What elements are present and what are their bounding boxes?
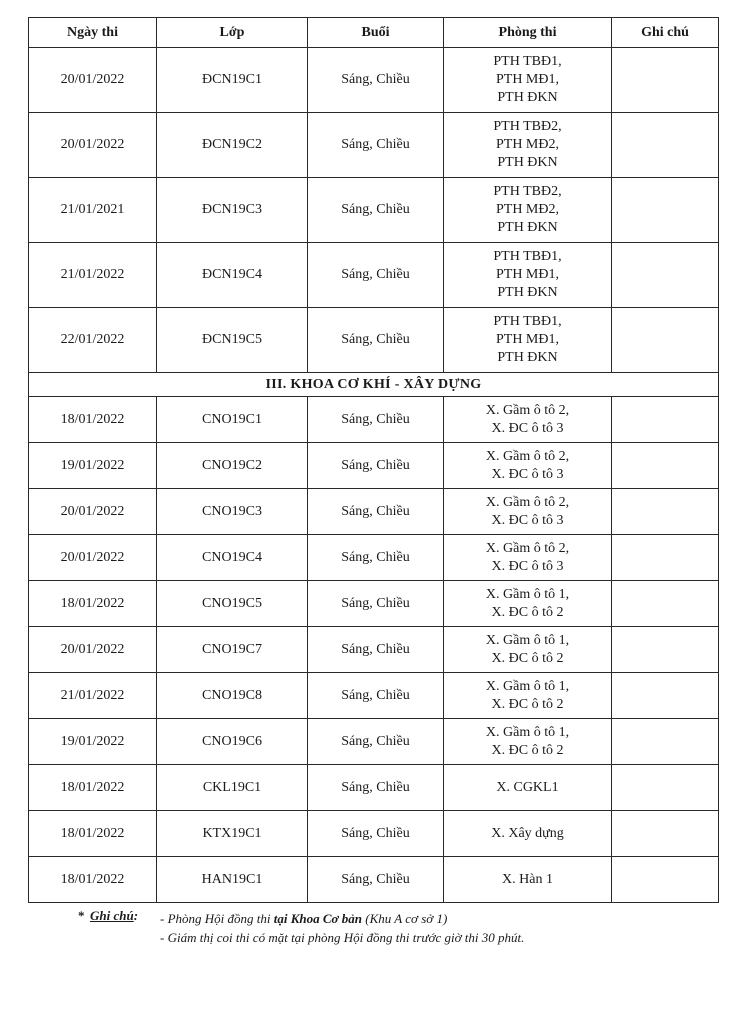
exam-date-cell: 18/01/2022 [29,397,157,443]
exam-room-line: X. Hàn 1 [502,871,553,887]
exam-room-cell [444,178,612,243]
table-row [29,397,719,443]
class-cell: ĐCN19C2 [157,113,308,178]
session-cell: Sáng, Chiều [308,397,444,443]
exam-date-cell: 21/01/2022 [29,673,157,719]
exam-room-cell [444,627,612,673]
class-cell: ĐCN19C4 [157,243,308,308]
header-exam-date: Ngày thi [29,18,157,48]
exam-date-cell: 21/01/2022 [29,243,157,308]
note-asterisk: * [78,908,85,923]
note-cell [612,178,719,243]
table-row [29,443,719,489]
exam-room-cell [444,443,612,489]
exam-room-cell [444,48,612,113]
table-row [29,673,719,719]
note-line1-prefix: - Phòng Hội đồng thi [160,911,274,926]
note-line1-bold: tại Khoa Cơ bản [273,911,363,926]
session-cell: Sáng, Chiều [308,489,444,535]
exam-room-line: PTH TBĐ2, [493,119,562,134]
exam-room-cell [444,673,612,719]
exam-room-line: PTH TBĐ1, [493,54,562,69]
exam-room-line: X. Gầm ô tô 2, [485,494,570,510]
exam-room-cell [444,719,612,765]
class-cell: KTX19C1 [157,811,308,857]
session-cell: Sáng, Chiều [308,673,444,719]
exam-date-cell: 20/01/2022 [29,627,157,673]
exam-room-line: PTH MĐ1, [495,267,559,282]
table-row [29,719,719,765]
session-cell: Sáng, Chiều [308,178,444,243]
class-cell: ĐCN19C1 [157,48,308,113]
exam-schedule-page [28,17,719,903]
table-row [29,627,719,673]
exam-date-cell: 20/01/2022 [29,489,157,535]
exam-room-line: X. ĐC ô tô 2 [491,696,564,712]
exam-room-cell [444,811,612,857]
exam-room-line: X. Gầm ô tô 1, [485,586,570,602]
table-row [29,48,719,113]
header-session: Buổi [308,18,444,48]
class-cell: CNO19C4 [157,535,308,581]
exam-room-cell [444,397,612,443]
table-row [29,765,719,811]
note-cell [612,48,719,113]
exam-room-line: PTH ĐKN [497,155,558,170]
exam-room-line: X. ĐC ô tô 3 [491,420,564,436]
exam-room-line: PTH MĐ1, [495,72,559,87]
class-cell: CNO19C8 [157,673,308,719]
exam-room-line: PTH MĐ2, [495,137,559,152]
session-cell: Sáng, Chiều [308,243,444,308]
exam-room-cell [444,243,612,308]
note-cell [612,627,719,673]
note-title-colon: : [133,908,139,923]
session-cell: Sáng, Chiều [308,627,444,673]
table-row [29,113,719,178]
class-cell: HAN19C1 [157,857,308,903]
table-row [29,489,719,535]
exam-date-cell: 20/01/2022 [29,535,157,581]
exam-room-line: PTH MĐ2, [495,202,559,217]
session-cell: Sáng, Chiều [308,113,444,178]
header-note: Ghi chú [612,18,719,48]
note-line-proctor-arrival: - Giám thị coi thi có mặt tại phòng Hội đồng thi trước giờ thi 30 phút. [160,930,525,945]
session-cell: Sáng, Chiều [308,765,444,811]
exam-room-cell [444,857,612,903]
exam-date-cell: 18/01/2022 [29,765,157,811]
class-cell: CKL19C1 [157,765,308,811]
note-cell [612,443,719,489]
table-body [29,48,719,903]
exam-room-cell [444,489,612,535]
exam-date-cell: 18/01/2022 [29,857,157,903]
exam-date-cell: 19/01/2022 [29,443,157,489]
table-row [29,178,719,243]
header-class: Lớp [157,18,308,48]
note-cell [612,719,719,765]
class-cell: CNO19C7 [157,627,308,673]
exam-room-line: PTH ĐKN [497,285,558,300]
table-row [29,811,719,857]
table-header-row [29,18,719,48]
exam-room-line: X. Gầm ô tô 2, [485,448,570,464]
table-row [29,857,719,903]
class-cell: ĐCN19C3 [157,178,308,243]
session-cell: Sáng, Chiều [308,811,444,857]
table-row [29,243,719,308]
exam-date-cell: 21/01/2021 [29,178,157,243]
exam-room-line: X. Gầm ô tô 1, [485,678,570,694]
section-header-row [29,373,719,397]
exam-room-line: X. Gầm ô tô 1, [485,632,570,648]
exam-room-cell [444,581,612,627]
exam-room-line: X. ĐC ô tô 3 [491,558,564,574]
note-cell [612,113,719,178]
session-cell: Sáng, Chiều [308,308,444,373]
session-cell: Sáng, Chiều [308,857,444,903]
notes-block [78,906,525,945]
exam-room-line: X. ĐC ô tô 2 [491,604,564,620]
exam-date-cell: 22/01/2022 [29,308,157,373]
note-line1-suffix: (Khu A cơ sở 1) [362,911,448,926]
exam-date-cell: 20/01/2022 [29,113,157,178]
exam-room-line: PTH ĐKN [497,350,558,365]
class-cell: CNO19C2 [157,443,308,489]
class-cell: CNO19C3 [157,489,308,535]
exam-room-line: PTH ĐKN [497,220,558,235]
note-line-council-room [160,909,447,928]
exam-room-cell [444,113,612,178]
exam-room-line: X. CGKL1 [496,779,559,795]
note-cell [612,489,719,535]
session-cell: Sáng, Chiều [308,443,444,489]
table-row [29,581,719,627]
class-cell: CNO19C5 [157,581,308,627]
exam-date-cell: 18/01/2022 [29,581,157,627]
exam-room-line: PTH TBĐ1, [493,314,562,329]
session-cell: Sáng, Chiều [308,48,444,113]
note-cell [612,581,719,627]
table-row [29,308,719,373]
class-cell: CNO19C1 [157,397,308,443]
note-title: Ghi chú [90,908,134,923]
exam-room-line: X. ĐC ô tô 3 [491,466,564,482]
note-cell [612,535,719,581]
note-cell [612,765,719,811]
exam-room-line: X. Gầm ô tô 2, [485,540,570,556]
note-cell [612,673,719,719]
session-cell: Sáng, Chiều [308,581,444,627]
class-cell: CNO19C6 [157,719,308,765]
exam-room-cell [444,308,612,373]
exam-date-cell: 19/01/2022 [29,719,157,765]
exam-room-line: X. Gầm ô tô 1, [485,724,570,740]
exam-date-cell: 18/01/2022 [29,811,157,857]
exam-room-line: PTH TBĐ1, [493,249,562,264]
exam-room-line: PTH MĐ1, [495,332,559,347]
note-cell [612,397,719,443]
note-cell [612,308,719,373]
session-cell: Sáng, Chiều [308,719,444,765]
section-title: III. KHOA CƠ KHÍ - XÂY DỰNG [29,373,719,397]
session-cell: Sáng, Chiều [308,535,444,581]
class-cell: ĐCN19C5 [157,308,308,373]
exam-room-line: PTH TBĐ2, [493,184,562,199]
exam-room-line: PTH ĐKN [497,90,558,105]
header-exam-room: Phòng thi [444,18,612,48]
note-cell [612,811,719,857]
exam-date-cell: 20/01/2022 [29,48,157,113]
exam-room-line: X. Xây dựng [491,825,564,841]
exam-room-cell [444,535,612,581]
exam-schedule-table [28,17,719,903]
note-cell [612,243,719,308]
table-row [29,535,719,581]
exam-room-cell [444,765,612,811]
exam-room-line: X. ĐC ô tô 2 [491,742,564,758]
exam-room-line: X. ĐC ô tô 3 [491,512,564,528]
exam-room-line: X. Gầm ô tô 2, [485,402,570,418]
note-cell [612,857,719,903]
exam-room-line: X. ĐC ô tô 2 [491,650,564,666]
